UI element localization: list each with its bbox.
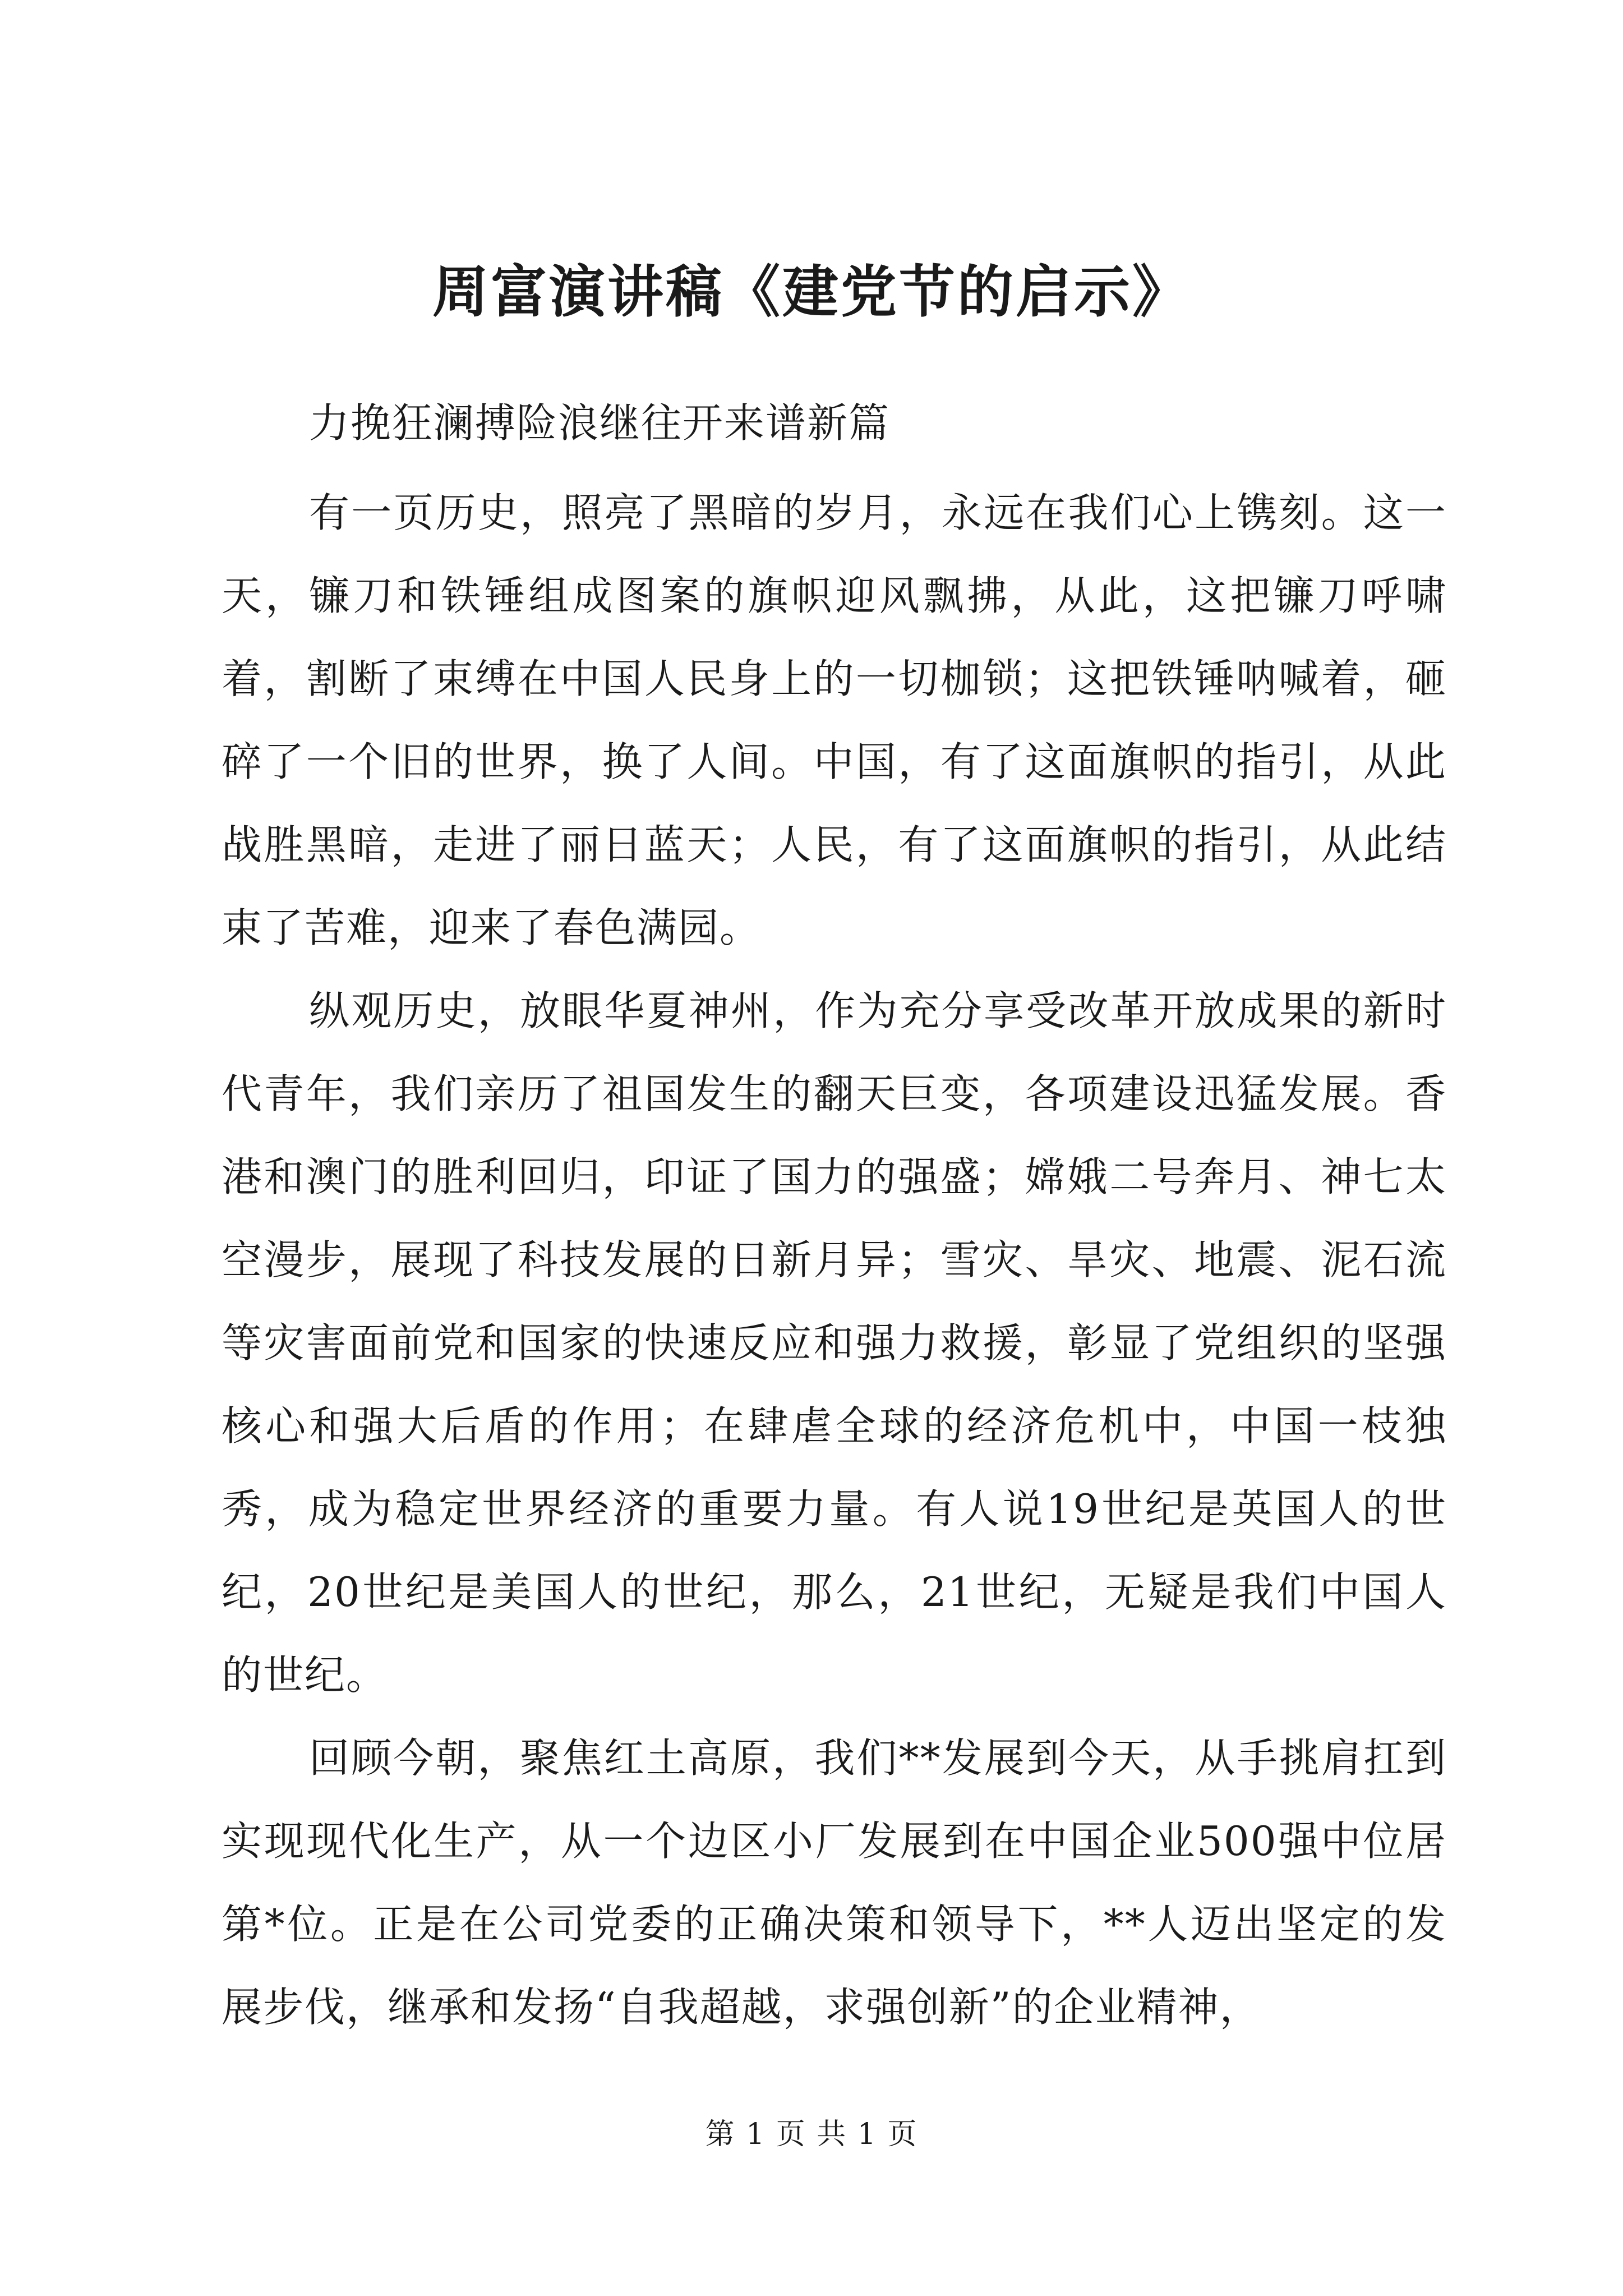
paragraph-2: 纵观历史，放眼华夏神州，作为充分享受改革开放成果的新时代青年，我们亲历了祖国发生的翻天巨变，各项建设迅猛发展。香港和澳门的胜利回归，印证了国力的强盛；嫦娥二号奔月、神七太空漫步，展现了科技发展的日新月异；雪灾、旱灾、地震、泥石流等灾害面前党和国家的快速反应和强力救援，彰显了党组织的坚强核心和强大后盾的作用；在肆虐全球的经济危机中，中国一枝独秀，成为稳定世界经济的重要力量。有人说19世纪是英国人的世纪，20世纪是美国人的世纪，那么，21世纪，无疑是我们中国人的世纪。: [222, 987, 1447, 1699]
document-body: [222, 381, 1447, 2049]
page-number-footer: 第 1 页 共 1 页: [705, 2118, 918, 2151]
document-title: 周富演讲稿《建党节的启示》: [432, 259, 1191, 325]
paragraph-1: 有一页历史，照亮了黑暗的岁月，永远在我们心上镌刻。这一天，镰刀和铁锤组成图案的旗帜迎风飘拂，从此，这把镰刀呼啸着，割断了束缚在中国人民身上的一切枷锁；这把铁锤呐喊着，砸碎了一个旧的世界，换了人间。中国，有了这面旗帜的指引，从此战胜黑暗，走进了丽日蓝天；人民，有了这面旗帜的指引，从此结束了苦难，迎来了春色满园。: [222, 489, 1447, 951]
document-subtitle: 力挽狂澜搏险浪继往开来谱新篇: [309, 399, 891, 447]
paragraph-3: 回顾今朝，聚焦红土高原，我们**发展到今天，从手挑肩扛到实现现代化生产，从一个边区小厂发展到在中国企业500强中位居第*位。正是在公司党委的正确决策和领导下，**人迈出坚定的发展步伐，继承和发扬“自我超越，求强创新”的企业精神，: [222, 1734, 1447, 2031]
